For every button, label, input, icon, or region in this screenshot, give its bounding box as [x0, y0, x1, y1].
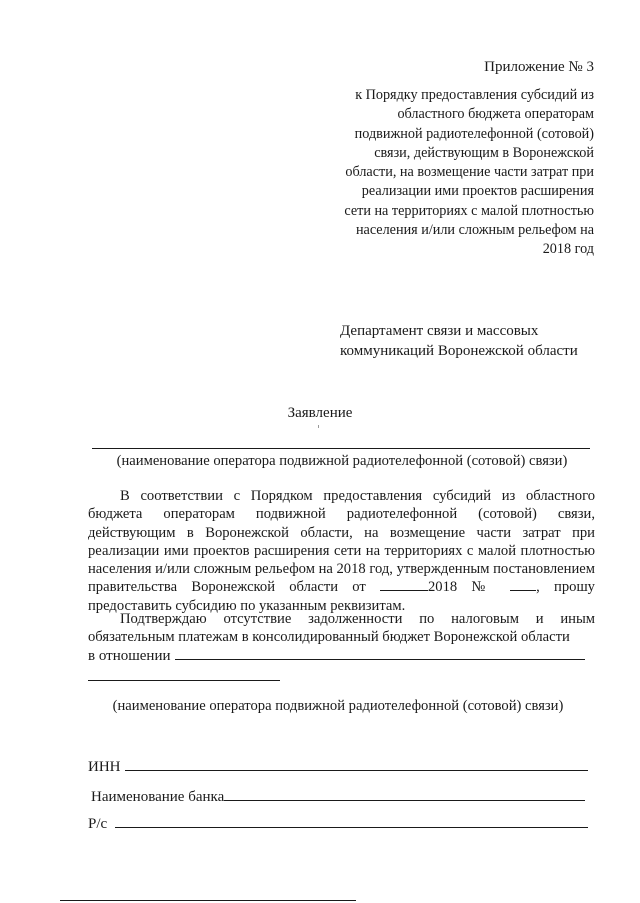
bank-input-line[interactable] [224, 787, 585, 801]
inn-label: ИНН [88, 759, 121, 775]
appendix-reference: к Порядку предоставления субсидий из областного бюджета операторам подвижной радиотелефонной (сотовой) связи, действующим в Воронежской области, на возмещение части затрат при реализации ими проектов расширения сети на территориях с малой плотностью населения и/или сложным рельефом на 2018 год [344, 87, 594, 258]
document-title: Заявление [287, 405, 353, 421]
addressee-line-1: Департамент связи и массовых [340, 323, 539, 339]
paragraph-request [88, 487, 595, 615]
footnote-separator [60, 900, 356, 901]
inn-input-line[interactable] [125, 757, 589, 771]
year-number-label: 2018 № [427, 579, 511, 596]
scan-mark [318, 425, 319, 428]
operator-name-caption: (наименование оператора подвижной радиотелефонной (сотовой) связи) [116, 453, 568, 469]
bank-row [91, 787, 585, 806]
operator-name-line[interactable] [92, 448, 590, 449]
paragraph-request-body: В соответствии с Порядком предоставления субсидий из областного бюджета операторам подвижной радиотелефонной (сотовой) связи, действующим в Воронежской области, на возмещение части затрат при реализации ими проектов расширения сети на территориях с малой плотностью населения и/или сложным рельефом на 2018 год, утвержденным постановлением правительства Воронежской области от [88, 488, 595, 596]
addressee [340, 321, 610, 361]
addressee-line-2: коммуникаций Воронежской области [340, 343, 578, 359]
resolution-date-blank[interactable] [380, 578, 428, 591]
in-relation-line-continued[interactable] [88, 680, 280, 681]
paragraph-confirmation-text: Подтверждаю отсутствие задолженности по налоговым и иным обязательным платежам в консолидированный бюджет Воронежской области [88, 611, 595, 646]
account-row [88, 814, 588, 833]
appendix-number: Приложение № 3 [484, 59, 594, 75]
resolution-number-blank[interactable] [510, 578, 536, 591]
account-input-line[interactable] [115, 814, 588, 828]
inn-row [88, 757, 588, 776]
bank-label: Наименование банка [91, 789, 225, 805]
operator-name-caption-2: (наименование оператора подвижной радиотелефонной (сотовой) связи) [112, 698, 564, 714]
paragraph-confirmation [88, 610, 595, 647]
account-label: Р/с [88, 816, 108, 832]
paragraph-request-ending: , прошу предоставить субсидию по указанным реквизитам. [88, 579, 595, 614]
in-relation-row [88, 646, 585, 665]
in-relation-label: в отношении [88, 648, 171, 664]
in-relation-line[interactable] [175, 646, 585, 660]
paragraph-request-text [88, 487, 595, 615]
